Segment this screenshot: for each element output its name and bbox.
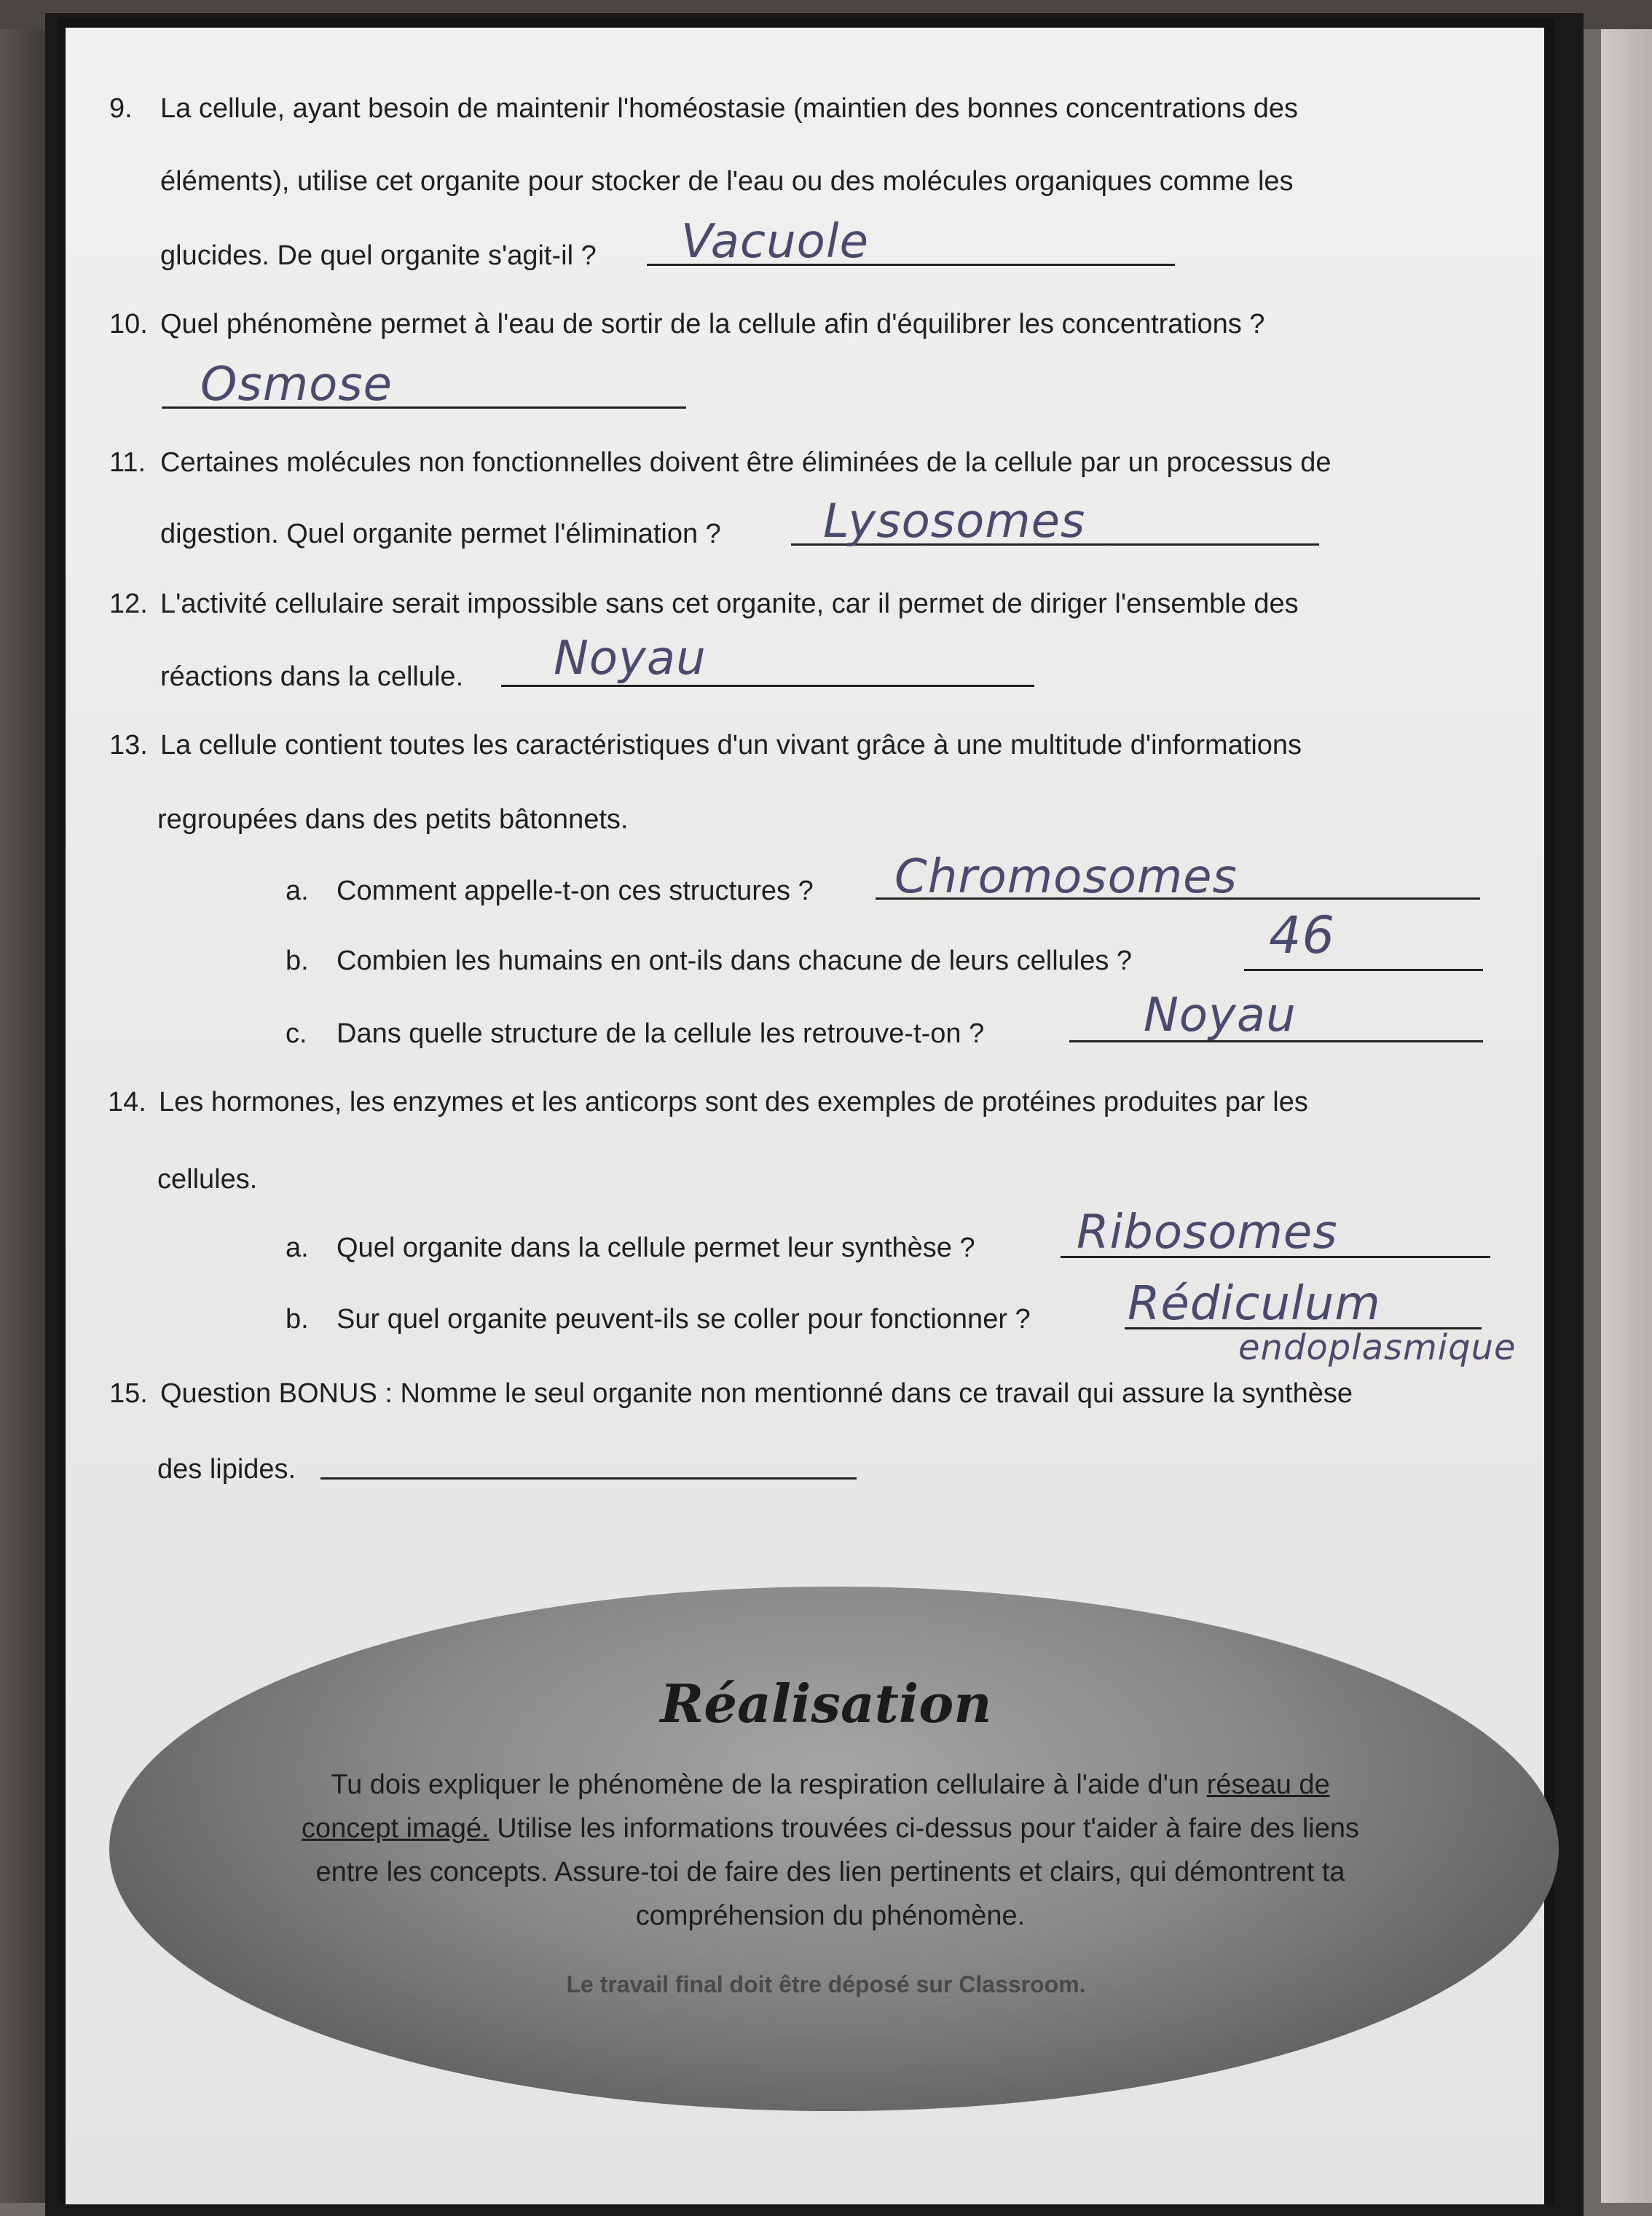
sub-question-text: Quel organite dans la cellule permet leur synthèse ? — [337, 1233, 975, 1263]
realisation-underlined-text: concept imagé. — [302, 1813, 489, 1844]
handwritten-answer-14b: Rédiculum — [1128, 1277, 1381, 1331]
handwritten-answer-14a: Ribosomes — [1077, 1206, 1338, 1260]
answer-blank-15[interactable] — [320, 1476, 857, 1480]
question-number: 13. — [109, 730, 148, 761]
sub-letter: b. — [286, 946, 309, 976]
realisation-line-1 — [219, 1763, 1442, 1807]
realisation-title: Réalisation — [660, 1673, 992, 1734]
question-text: La cellule contient toutes les caractéristiques d'un vivant grâce à une multitude d'informations — [160, 730, 1302, 761]
question-13a — [286, 874, 814, 908]
question-number: 11. — [109, 447, 146, 478]
sub-letter: c. — [286, 1018, 307, 1049]
sub-question-text: Comment appelle-t-on ces structures ? — [337, 876, 814, 906]
question-10-line-1 — [109, 307, 1264, 341]
question-number: 14. — [108, 1087, 146, 1117]
question-15-line-2: des lipides. — [157, 1454, 296, 1485]
realisation-line-2 — [219, 1807, 1442, 1850]
question-12-line-1 — [109, 587, 1299, 621]
question-13-line-2: regroupées dans des petits bâtonnets. — [157, 804, 629, 835]
handwritten-answer-13a: Chromosomes — [894, 850, 1238, 904]
question-13c — [286, 1017, 984, 1050]
question-text: Quel phénomène permet à l'eau de sortir de la cellule afin d'équilibrer les concentrations ? — [160, 309, 1265, 339]
question-9-line-1 — [109, 92, 1298, 125]
question-text: Question BONUS : Nomme le seul organite non mentionné dans ce travail qui assure la synthèse — [160, 1378, 1353, 1409]
question-text: Les hormones, les enzymes et les anticorps sont des exemples de protéines produites par les — [159, 1087, 1308, 1117]
question-9-line-2: éléments), utilise cet organite pour stocker de l'eau ou des molécules organiques comme les — [160, 166, 1294, 197]
question-13-line-1 — [109, 728, 1302, 762]
handwritten-answer-12: Noyau — [554, 632, 707, 685]
question-14-line-1 — [108, 1085, 1308, 1119]
question-11-line-1 — [109, 446, 1332, 479]
realisation-line-4: compréhension du phénomène. — [635, 1901, 1026, 1931]
question-14a — [286, 1231, 975, 1265]
question-number: 12. — [109, 589, 148, 619]
handwritten-answer-14b-line-2: endoplasmique — [1238, 1327, 1517, 1368]
realisation-line-3: entre les concepts. Assure-toi de faire des lien pertinents et clairs, qui démontrent ta — [315, 1857, 1345, 1887]
question-text: La cellule, ayant besoin de maintenir l'homéostasie (maintien des bonnes concentrations des — [160, 93, 1298, 124]
question-14-line-2: cellules. — [157, 1164, 258, 1195]
realisation-final-note: Le travail final doit être déposé sur Classroom. — [566, 1971, 1086, 1997]
sub-letter: a. — [286, 876, 309, 906]
sub-question-text: Dans quelle structure de la cellule les retrouve-t-on ? — [337, 1018, 985, 1049]
handwritten-answer-9: Vacuole — [681, 215, 869, 269]
handwritten-answer-10: Osmose — [200, 358, 393, 412]
realisation-text: Utilise les informations trouvées ci-dessus pour t'aider à faire des liens — [489, 1813, 1359, 1844]
sub-question-text: Sur quel organite peuvent-ils se coller pour fonctionner ? — [337, 1304, 1031, 1335]
photo-background-right — [1601, 0, 1652, 2203]
question-14b — [286, 1303, 1031, 1336]
answer-blank-13b[interactable] — [1244, 967, 1483, 971]
question-text: L'activité cellulaire serait impossible sans cet organite, car il permet de diriger l'ensemble des — [160, 589, 1299, 619]
handwritten-answer-11: Lysosomes — [823, 495, 1086, 549]
question-number: 15. — [109, 1378, 148, 1409]
question-9-line-3: glucides. De quel organite s'agit-il ? — [160, 240, 597, 271]
handwritten-answer-13b: 46 — [1269, 905, 1336, 965]
question-13b — [286, 944, 1132, 978]
sub-question-text: Combien les humains en ont-ils dans chacune de leurs cellules ? — [337, 946, 1133, 976]
question-12-line-2: réactions dans la cellule. — [160, 661, 464, 692]
question-15-line-1 — [109, 1377, 1353, 1410]
handwritten-answer-13c: Noyau — [1144, 989, 1297, 1042]
sub-letter: b. — [286, 1304, 309, 1335]
realisation-underlined-text: réseau de — [1206, 1769, 1330, 1800]
photo-background-left — [0, 0, 51, 2203]
question-number: 9. — [109, 93, 133, 124]
question-text: Certaines molécules non fonctionnelles doivent être éliminées de la cellule par un processus de — [160, 447, 1332, 478]
question-11-line-2: digestion. Quel organite permet l'élimination ? — [160, 519, 721, 549]
question-number: 10. — [109, 309, 148, 339]
realisation-text: Tu dois expliquer le phénomène de la respiration cellulaire à l'aide d'un — [331, 1769, 1207, 1800]
sub-letter: a. — [286, 1233, 309, 1263]
